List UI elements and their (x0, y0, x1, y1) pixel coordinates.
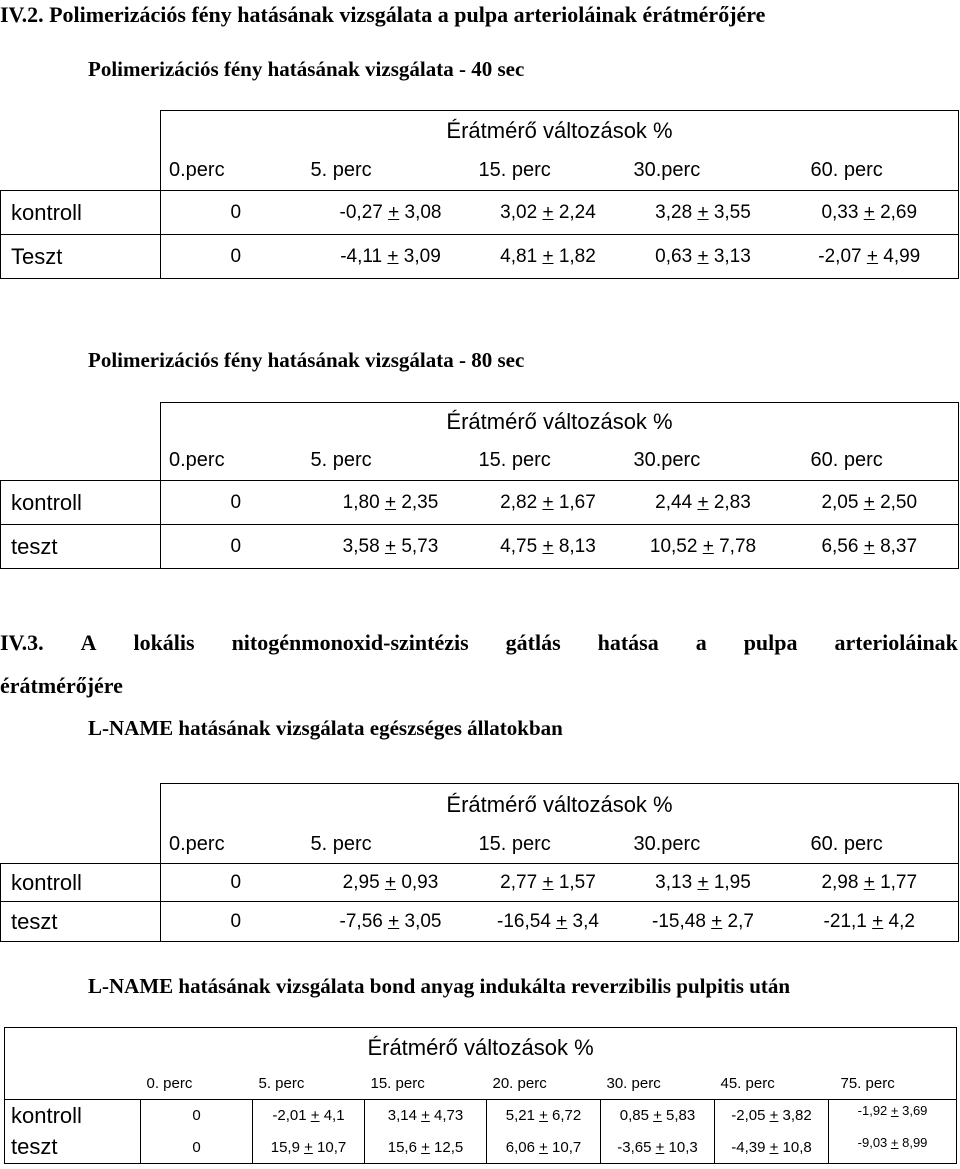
table1-cell: -0,27 + 3,08 (311, 191, 471, 235)
plus-minus-sign: + (542, 246, 554, 267)
table4-cell: 0 (141, 1100, 253, 1132)
table2-row-label-kontroll: kontroll (1, 481, 161, 525)
table3-cell: 2,98 + 1,77 (781, 864, 959, 902)
table3-cell: -16,54 + 3,4 (471, 902, 626, 942)
plus-minus-sign: + (702, 536, 714, 557)
plus-minus-sign: + (655, 1138, 665, 1156)
plus-minus-sign: + (697, 246, 709, 267)
plus-minus-sign: + (542, 492, 554, 513)
plus-minus-sign: + (769, 1138, 779, 1156)
plus-minus-sign: + (421, 1138, 430, 1156)
table2-time-0: 0.perc (161, 441, 311, 481)
heading-word: pulpa (743, 630, 798, 655)
heading-word: arterioláinak (834, 630, 958, 655)
plus-minus-sign: + (542, 536, 554, 557)
plus-minus-sign: + (890, 1103, 899, 1118)
plus-minus-sign: + (863, 872, 875, 893)
heading-word: nitogénmonoxid-szintézis (231, 630, 469, 655)
table1-cell: 3,02 + 2,24 (471, 191, 626, 235)
plus-minus-sign: + (539, 1107, 548, 1125)
table2-time-4: 60. perc (781, 441, 959, 481)
table1-cell: 0 (161, 235, 311, 279)
plus-minus-sign: + (697, 872, 709, 893)
plus-minus-sign: + (310, 1107, 320, 1125)
table3-cell: 3,13 + 1,95 (626, 864, 781, 902)
plus-minus-sign: + (866, 246, 878, 267)
table1-cell: 0,33 + 2,69 (781, 191, 959, 235)
table4-time-5: 45. perc (720, 1074, 775, 1092)
table1 (0, 110, 959, 279)
table4-cell: -2,01 + 4,1 (253, 1100, 365, 1132)
table2-title: Polimerizációs fény hatásának vizsgálata - 80 sec (88, 348, 525, 372)
table3-caption: Érátmérő változások % (161, 784, 959, 826)
plus-minus-sign: + (769, 1107, 779, 1125)
table2-cell: 6,56 + 8,37 (781, 525, 959, 569)
table3-cell: 0 (161, 902, 311, 942)
table1-time-4: 60. perc (781, 151, 959, 191)
table2-cell: 2,05 + 2,50 (781, 481, 959, 525)
table2-time-1: 5. perc (311, 441, 471, 481)
plus-minus-sign: + (388, 202, 400, 223)
table1-cell: 0,63 + 3,13 (626, 235, 781, 279)
table4-cell: -4,39 + 10,8 (715, 1132, 829, 1164)
section-heading-iv2: IV.2. Polimerizációs fény hatásának vizsgálata a pulpa arterioláinak érátmérőjére (0, 2, 766, 27)
plus-minus-sign: + (697, 492, 709, 513)
table4 (4, 1027, 957, 1164)
plus-minus-sign: + (697, 202, 709, 223)
plus-minus-sign: + (653, 1107, 662, 1125)
table2-cell: 2,44 + 2,83 (626, 481, 781, 525)
table2-time-2: 15. perc (471, 441, 626, 481)
table3-cell: -21,1 + 4,2 (781, 902, 959, 942)
table3-time-3: 30.perc (626, 826, 781, 864)
table4-time-4: 30. perc (606, 1074, 661, 1092)
table1-time-3: 30.perc (626, 151, 781, 191)
table1-caption: Érátmérő változások % (161, 111, 959, 151)
table4-time-6: 75. perc (829, 1068, 957, 1100)
table3-time-0: 0.perc (161, 826, 311, 864)
plus-minus-sign: + (863, 202, 875, 223)
table1-row-label-kontroll: kontroll (1, 191, 161, 235)
table1-time-2: 15. perc (471, 151, 626, 191)
plus-minus-sign: + (384, 492, 397, 513)
table2-cell: 0 (161, 481, 311, 525)
heading-word: a (695, 630, 707, 655)
table3-cell: 0 (161, 864, 311, 902)
plus-minus-sign: + (384, 536, 397, 557)
plus-minus-sign: + (872, 911, 884, 932)
table1-cell: 3,28 + 3,55 (626, 191, 781, 235)
table4-cell: -1,92 + 3,69 (829, 1100, 957, 1132)
table2-cell: 3,58 + 5,73 (311, 525, 471, 569)
table4-cell: -9,03 + 8,99 (829, 1132, 957, 1164)
table1-cell: 4,81 + 1,82 (471, 235, 626, 279)
table2-cell: 2,82 + 1,67 (471, 481, 626, 525)
table4-cell: 15,9 + 10,7 (253, 1132, 365, 1164)
table2-cell: 1,80 + 2,35 (311, 481, 471, 525)
heading-word: lokális (133, 630, 195, 655)
table1-row-label-teszt: Teszt (1, 235, 161, 279)
table2-cell: 10,52 + 7,78 (626, 525, 781, 569)
table2 (0, 402, 959, 569)
table2-cell: 4,75 + 8,13 (471, 525, 626, 569)
table3-time-2: 15. perc (471, 826, 626, 864)
plus-minus-sign: + (388, 911, 400, 932)
table4-row-label-teszt: teszt (5, 1132, 141, 1164)
table3-time-4: 60. perc (781, 826, 959, 864)
table3-title: L-NAME hatásának vizsgálata egészséges állatokban (88, 716, 563, 740)
table1-title: Polimerizációs fény hatásának vizsgálata - 40 sec (88, 57, 525, 81)
plus-minus-sign: + (863, 536, 875, 557)
table4-caption: Érátmérő változások % (5, 1028, 957, 1068)
table4-cell: 15,6 + 12,5 (365, 1132, 487, 1164)
table3 (0, 783, 959, 942)
table3-row-label-kontroll: kontroll (1, 864, 161, 902)
table3-cell: 2,77 + 1,57 (471, 864, 626, 902)
table4-cell: 6,06 + 10,7 (487, 1132, 601, 1164)
table4-cell: -3,65 + 10,3 (601, 1132, 715, 1164)
table3-cell: 2,95 + 0,93 (311, 864, 471, 902)
table3-time-1: 5. perc (311, 826, 471, 864)
table4-cell: -2,05 + 3,82 (715, 1100, 829, 1132)
table4-cell: 3,14 + 4,73 (365, 1100, 487, 1132)
section-heading-iv3 (0, 630, 958, 656)
heading-word: A (80, 630, 97, 655)
plus-minus-sign: + (539, 1138, 548, 1156)
table2-time-3: 30.perc (626, 441, 781, 481)
table4-cell: 0 (141, 1132, 253, 1164)
plus-minus-sign: + (863, 492, 875, 513)
table4-cell: 5,21 + 6,72 (487, 1100, 601, 1132)
table1-cell: 0 (161, 191, 311, 235)
table4-time-3: 20. perc (492, 1074, 547, 1092)
section-heading-iv3-line2: érátmérőjére (0, 673, 123, 698)
table3-cell: -15,48 + 2,7 (626, 902, 781, 942)
table1-cell: -4,11 + 3,09 (311, 235, 471, 279)
table4-title: L-NAME hatásának vizsgálata bond anyag indukálta reverzibilis pulpitis után (88, 974, 791, 998)
table3-cell: -7,56 + 3,05 (311, 902, 471, 942)
heading-word: hatása (597, 630, 659, 655)
table2-caption: Érátmérő változások % (161, 403, 959, 441)
plus-minus-sign: + (384, 872, 397, 893)
plus-minus-sign: + (890, 1134, 899, 1150)
table3-row-label-teszt: teszt (1, 902, 161, 942)
heading-word: gátlás (505, 630, 561, 655)
plus-minus-sign: + (304, 1138, 313, 1156)
plus-minus-sign: + (556, 911, 568, 932)
table1-cell: -2,07 + 4,99 (781, 235, 959, 279)
table1-time-1: 5. perc (311, 151, 471, 191)
plus-minus-sign: + (387, 246, 399, 267)
table4-time-1: 5. perc (258, 1074, 305, 1092)
table4-time-0: 0. perc (146, 1074, 193, 1092)
plus-minus-sign: + (711, 911, 723, 932)
table1-time-0: 0.perc (161, 151, 311, 191)
table4-row-label-kontroll: kontroll (5, 1100, 141, 1132)
plus-minus-sign: + (542, 202, 554, 223)
heading-word: IV.3. (0, 630, 44, 655)
plus-minus-sign: + (421, 1107, 430, 1125)
plus-minus-sign: + (542, 872, 554, 893)
table2-cell: 0 (161, 525, 311, 569)
table2-row-label-teszt: teszt (1, 525, 161, 569)
table4-time-2: 15. perc (370, 1074, 425, 1092)
table4-cell: 0,85 + 5,83 (601, 1100, 715, 1132)
